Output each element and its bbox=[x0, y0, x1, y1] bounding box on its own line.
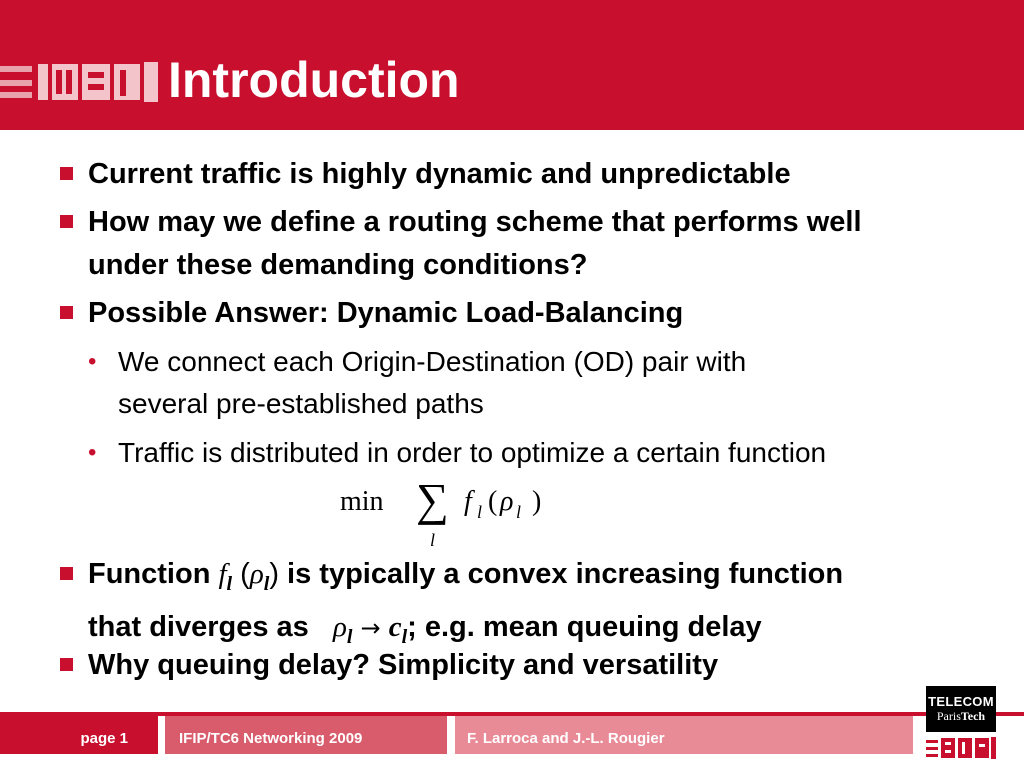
math-arrow: → bbox=[360, 613, 381, 642]
bullet-text-line: We connect each Origin-Destination (OD) pair with bbox=[118, 346, 747, 377]
sub-bullet-item bbox=[88, 432, 1008, 474]
logo-paris: Paris bbox=[936, 709, 961, 723]
bullet-text-line: is typically a convex increasing function bbox=[278, 558, 844, 590]
title-bar bbox=[0, 0, 1024, 130]
math-subscript-l: l bbox=[346, 625, 353, 648]
math-rho: ρ bbox=[249, 558, 264, 590]
bullet-text: Traffic is distributed in order to optimize a certain function bbox=[118, 437, 827, 468]
page-number: page 1 bbox=[80, 730, 128, 747]
bullet-text: Current traffic is highly dynamic and unpredictable bbox=[88, 158, 791, 190]
bullet-text-line: How may we define a routing scheme that performs well bbox=[88, 206, 862, 238]
math-rho: ρ bbox=[333, 610, 347, 643]
telecom-paristech-logo bbox=[926, 686, 996, 762]
author-names: F. Larroca and J.-L. Rougier bbox=[467, 730, 665, 747]
formula-rho-subscript: l bbox=[516, 502, 522, 522]
math-subscript-l: l bbox=[401, 625, 408, 648]
logo-paristech bbox=[926, 709, 996, 723]
bullet-item bbox=[60, 292, 1010, 335]
formula-min: min bbox=[340, 486, 384, 517]
bullet-text-line: under these demanding conditions? bbox=[88, 249, 588, 281]
dot-bullet-icon: • bbox=[88, 439, 97, 466]
logo-telecom: TELECOM bbox=[928, 694, 994, 709]
formula-function-f: f bbox=[464, 486, 472, 517]
logo-tech: Tech bbox=[960, 709, 986, 723]
square-bullet-icon bbox=[60, 658, 73, 671]
bullet-text bbox=[118, 341, 1008, 425]
footer-conference bbox=[165, 716, 447, 754]
bullet-text-line: several pre-established paths bbox=[118, 388, 484, 419]
bullet-text bbox=[88, 201, 1010, 287]
bullet-item bbox=[60, 201, 1010, 287]
math-paren: ) bbox=[269, 558, 279, 590]
logo-glyphs-icon bbox=[926, 736, 996, 760]
bullet-item bbox=[60, 553, 1010, 659]
footer-page bbox=[0, 716, 158, 754]
square-bullet-icon bbox=[60, 215, 73, 228]
logo-box bbox=[926, 686, 996, 732]
bullet-text: Possible Answer: Dynamic Load-Balancing bbox=[88, 297, 684, 329]
math-subscript-l: l bbox=[226, 572, 233, 595]
square-bullet-icon bbox=[60, 167, 73, 180]
math-f: f bbox=[218, 558, 227, 590]
math-c: c bbox=[388, 610, 402, 643]
conference-name: IFIP/TC6 Networking 2009 bbox=[179, 730, 363, 747]
bullet-item bbox=[60, 644, 1010, 687]
square-bullet-icon bbox=[60, 567, 73, 580]
bullet-text-line: ; e.g. mean queuing delay bbox=[407, 610, 762, 643]
formula-paren-open: ( bbox=[488, 486, 498, 517]
slide-title: Introduction bbox=[168, 52, 460, 108]
formula-f-subscript: l bbox=[477, 502, 483, 522]
square-bullet-icon bbox=[60, 306, 73, 319]
institute-logo-icon bbox=[0, 58, 160, 104]
footer-authors bbox=[455, 716, 913, 754]
objective-formula bbox=[340, 474, 580, 558]
bullet-text bbox=[88, 553, 1010, 659]
bullet-text: Why queuing delay? Simplicity and versatility bbox=[88, 649, 719, 681]
formula-sum-symbol: ∑ bbox=[416, 474, 449, 525]
math-subscript-l: l bbox=[263, 572, 270, 595]
dot-bullet-icon: • bbox=[88, 348, 97, 375]
bullet-text-line: that diverges as bbox=[88, 610, 309, 643]
formula-sum-index: l bbox=[430, 530, 436, 550]
sub-bullet-item bbox=[88, 341, 1008, 425]
formula-rho: ρ bbox=[500, 486, 514, 517]
formula-paren-close: ) bbox=[532, 486, 542, 517]
bullet-text-word: Function bbox=[88, 558, 211, 590]
math-paren: ( bbox=[232, 558, 250, 590]
bullet-item bbox=[60, 153, 1010, 196]
